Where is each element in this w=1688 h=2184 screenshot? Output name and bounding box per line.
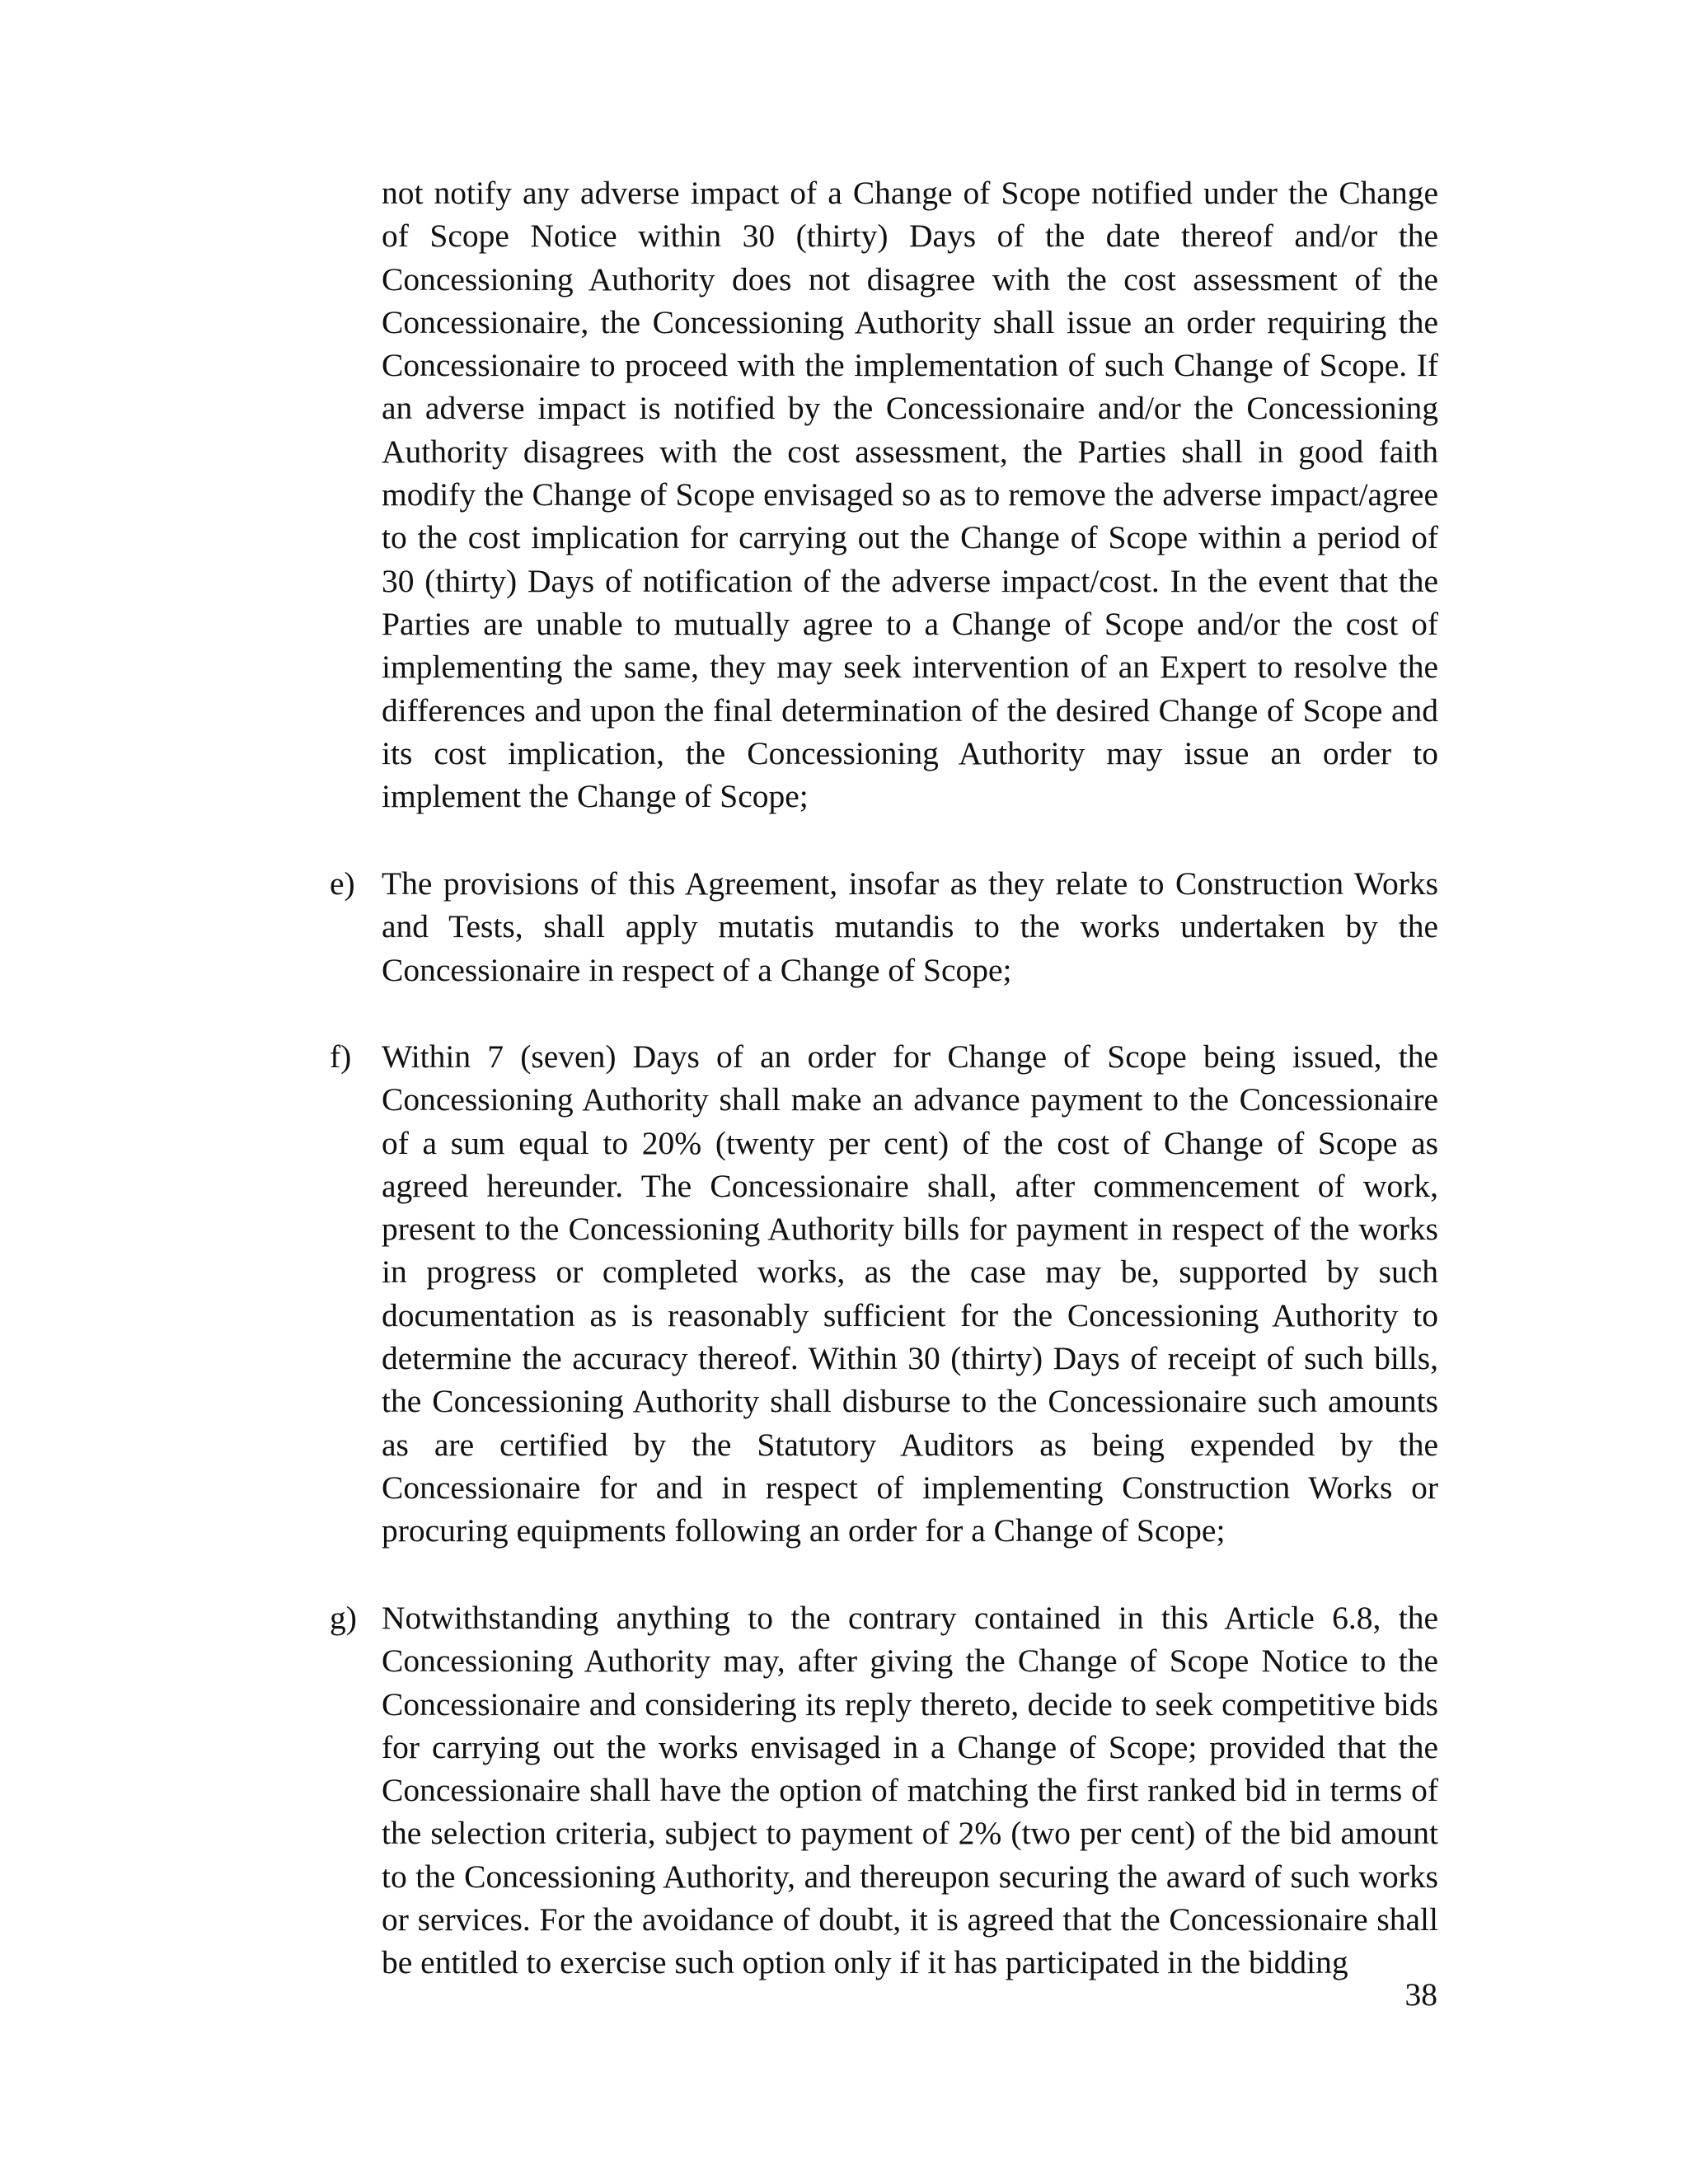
list-item-text: The provisions of this Agreement, insofar as they relate to Construction Works and Tests, shall apply mutatis mutandis to the works undertaken by the Concessionaire in respect of a Change of Scope; bbox=[382, 865, 1438, 988]
continuation-paragraph: not notify any adverse impact of a Change of Scope notified under the Change of Scope Notice within 30 (thirty) Days of the date thereof and/or the Concessioning Authority does not disagree with the cost assessment of the Concessionaire, the Concessioning Authority shall issue an order requiring the Concessionaire to proceed with the implementation of such Change of Scope. If an adverse impact is notified by the Concessionaire and/or the Concessioning Authority disagrees with the cost assessment, the Parties shall in good faith modify the Change of Scope envisaged so as to remove the adverse impact/agree to the cost implication for carrying out the Change of Scope within a period of 30 (thirty) Days of notification of the adverse impact/cost. In the event that the Parties are unable to mutually agree to a Change of Scope and/or the cost of implementing the same, they may seek intervention of an Expert to resolve the differences and upon the final determination of the desired Change of Scope and its cost implication, the Concessioning Authority may issue an order to implement the Change of Scope; bbox=[382, 175, 1438, 815]
list-marker: f) bbox=[330, 1038, 352, 1075]
list-marker: e) bbox=[330, 865, 355, 902]
list-item-text: Notwithstanding anything to the contrary contained in this Article 6.8, the Concessioning Authority may, after giving the Change of Scope Notice to the Concessionaire and considering its reply thereto, decide to seek competitive bids for carrying out the works envisaged in a Change of Scope; provided that the Concessionaire shall have the option of matching the first ranked bid in terms of the selection criteria, subject to payment of 2% (two per cent) of the bid amount to the Concessioning Authority, and thereupon securing the award of such works or services. For the avoidance of doubt, it is agreed that the Concessionaire shall be entitled to exercise such option only if it has participated in the bidding bbox=[382, 1600, 1438, 1981]
list-marker: g) bbox=[330, 1600, 357, 1636]
page-number: 38 bbox=[1404, 1976, 1437, 2013]
list-item-text: Within 7 (seven) Days of an order for Change of Scope being issued, the Concessioning Authority shall make an advance payment to the Concessionaire of a sum equal to 20% (twenty per cent) of the cost of Change of Scope as agreed hereunder. The Concessionaire shall, after commencement of work, present to the Concessioning Authority bills for payment in respect of the works in progress or completed works, as the case may be, supported by such documentation as is reasonably sufficient for the Concessioning Authority to determine the accuracy thereof. Within 30 (thirty) Days of receipt of such bills, the Concessioning Authority shall disburse to the Concessionaire such amounts as are certified by the Statutory Auditors as being expended by the Concessionaire for and in respect of implementing Construction Works or procuring equipments following an order for a Change of Scope; bbox=[382, 1038, 1438, 1549]
